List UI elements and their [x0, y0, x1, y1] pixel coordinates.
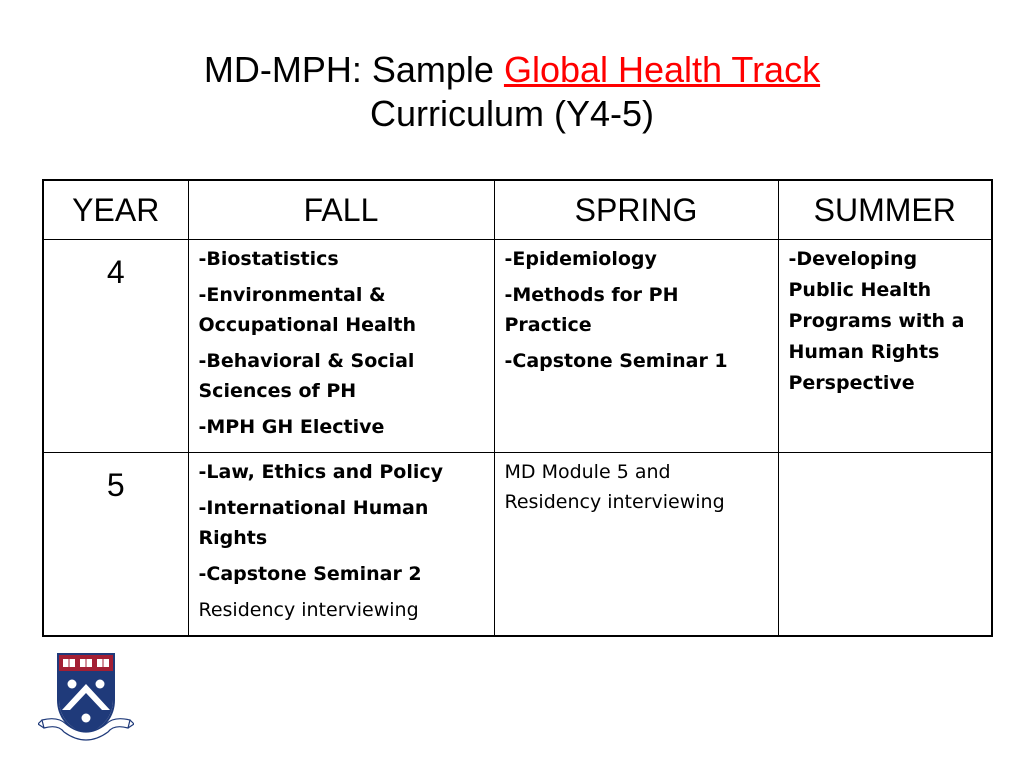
course-item: -Developing Public Health Programs with a Human Rights Perspective [788, 248, 965, 394]
course-item: -Capstone Seminar 1 [504, 350, 728, 372]
header-summer: SUMMER [778, 180, 992, 240]
header-row [43, 180, 992, 240]
spring-cell [494, 240, 778, 453]
course-item: -International Human Rights [198, 497, 429, 549]
note-text: Residency interviewing [198, 599, 419, 621]
note-text: MD Module 5 and Residency interviewing [504, 461, 725, 513]
title-line-1 [0, 48, 1024, 92]
curriculum-table [42, 179, 993, 637]
header-fall: FALL [188, 180, 494, 240]
course-item: -Environmental & Occupational Health [198, 284, 416, 336]
table-row-year-5 [43, 453, 992, 636]
table-row-year-4 [43, 240, 992, 453]
title-prefix: MD-MPH: Sample [203, 49, 504, 90]
header-spring: SPRING [494, 180, 778, 240]
course-item: -Law, Ethics and Policy [198, 461, 443, 483]
fall-cell [188, 240, 494, 453]
year-cell: 4 [43, 240, 188, 453]
summer-cell [778, 240, 992, 453]
course-item: -Epidemiology [504, 248, 657, 270]
year-cell: 5 [43, 453, 188, 636]
fall-cell [188, 453, 494, 636]
title-highlight: Global Health Track [503, 49, 821, 90]
university-shield-seal-icon [38, 650, 134, 746]
course-item: -Capstone Seminar 2 [198, 563, 422, 585]
header-year: YEAR [43, 180, 188, 240]
summer-cell [778, 453, 992, 636]
course-item: -Behavioral & Social Sciences of PH [198, 350, 415, 402]
slide-title [0, 48, 1024, 136]
course-item: -Biostatistics [198, 248, 339, 270]
title-line-2: Curriculum (Y4-5) [369, 93, 655, 134]
course-item: -Methods for PH Practice [504, 284, 679, 336]
course-item: -MPH GH Elective [198, 416, 385, 438]
spring-cell [494, 453, 778, 636]
